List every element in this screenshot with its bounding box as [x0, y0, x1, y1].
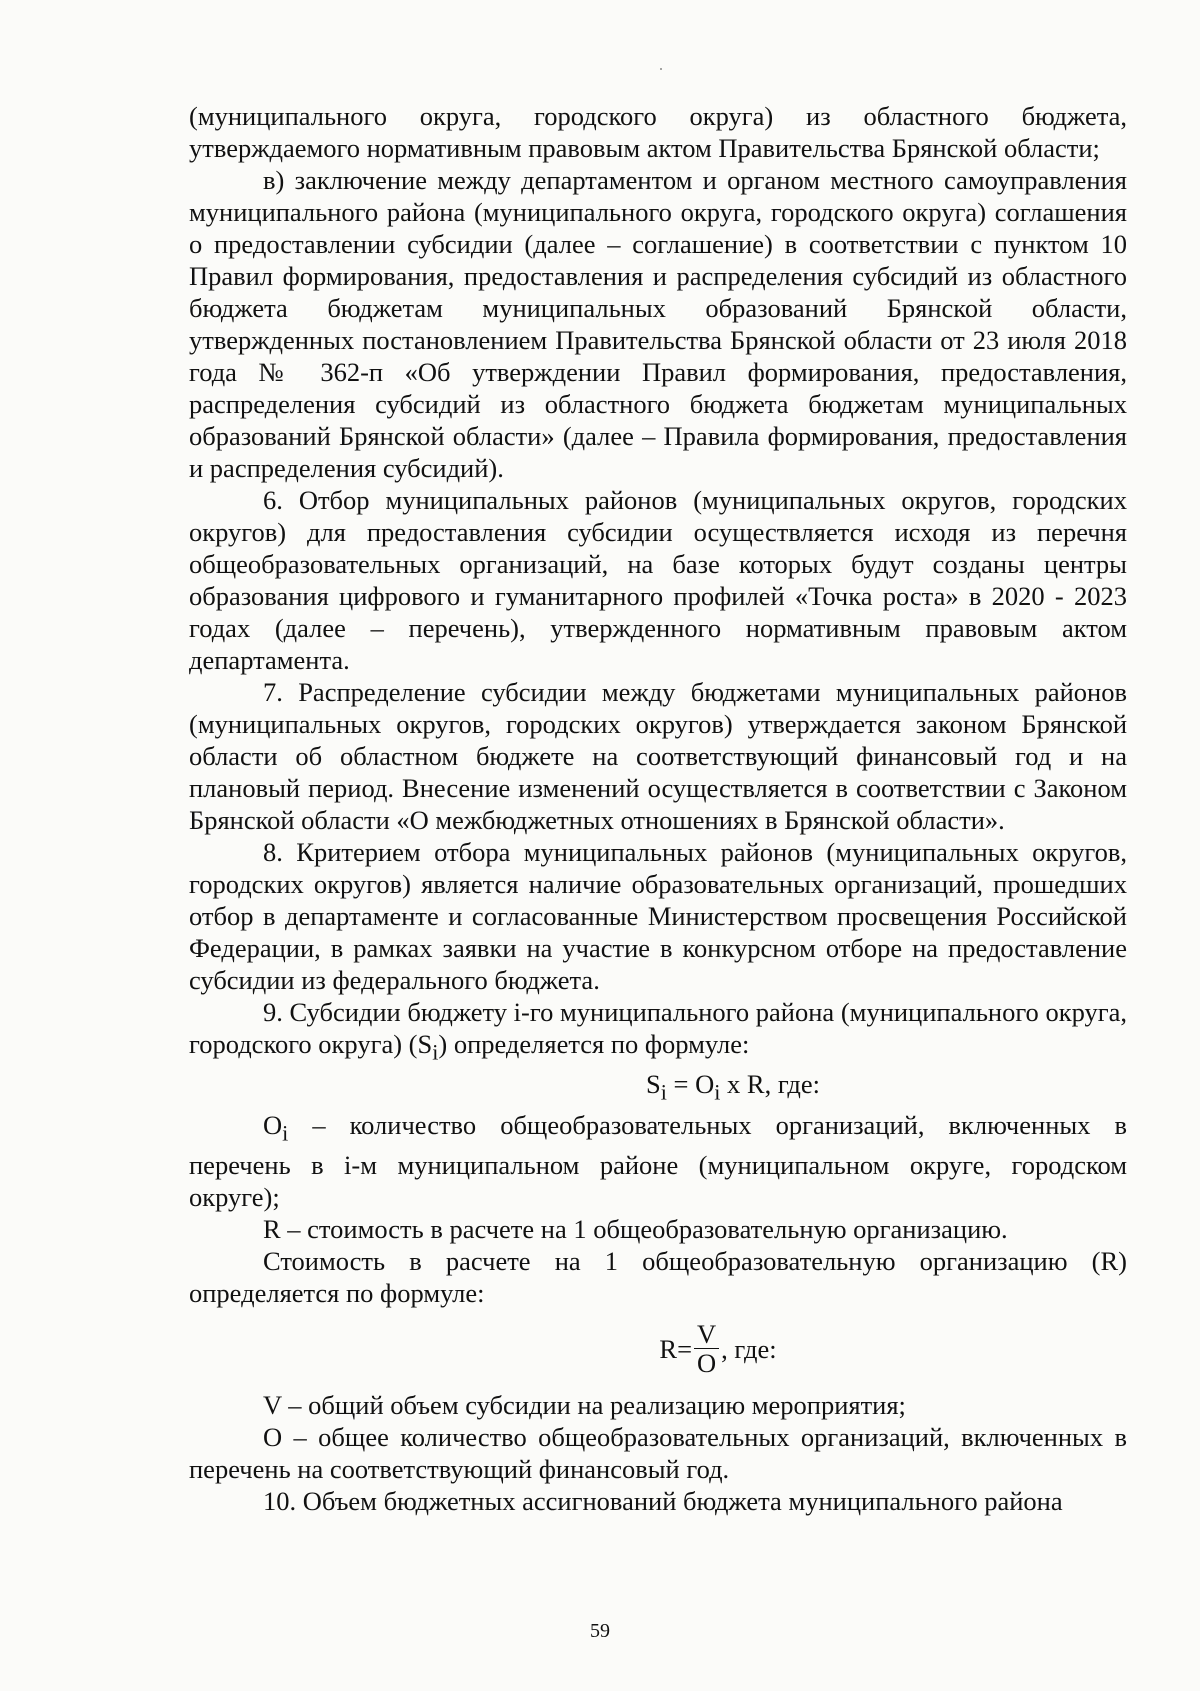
paragraph-continuation: (муниципального округа, городского округа) из областного бюджета, утверждаемого нормативным правовым актом Правительства Брянской области;	[189, 101, 1127, 163]
formula-si-rest: x R, где:	[720, 1069, 820, 1100]
definition-o: O – общее количество общеобразовательных организаций, включенных в перечень на соответствующий финансовый год.	[189, 1421, 1127, 1484]
definition-oi-sub: i	[282, 1119, 289, 1145]
paragraph-8: 8. Критерием отбора муниципальных районов (муниципальных округов, городских округов) является наличие образовательных организаций, прошедших отбор в департаменте и согласованные Министерством просвещения Российской Федерации, в рамках заявки на участие в конкурсном отборе на предоставление субсидии из федерального бюджета.	[189, 837, 1127, 995]
document-body	[189, 100, 1127, 1517]
definition-oi-text: – количество общеобразовательных организаций, включенных в перечень в i-м муниципальном районе (муниципальном округе, городском округе);	[189, 1109, 1127, 1212]
formula-si-sub2: i	[714, 1079, 721, 1105]
formula-si	[189, 1068, 1127, 1108]
formula-r-numerator: V	[694, 1320, 719, 1349]
paragraph-7: 7. Распределение субсидии между бюджетами муниципальных районов (муниципальных округов, городских округов) утверждается законом Брянской области об областном бюджете на соответствующий финансовый год и на плановый период. Внесение изменений осуществляется в соответствии с Законом Брянской области «О межбюджетных отношениях в Брянской области».	[189, 677, 1127, 835]
paragraph-9-text-a: 9. Субсидии бюджету i-го муниципального района (муниципального округа, городского округа) (S	[189, 997, 1127, 1059]
paragraph-9	[189, 996, 1127, 1068]
paragraph-9-subscript: i	[432, 1039, 439, 1065]
formula-si-s: S	[646, 1069, 661, 1100]
paragraph-item-v: в) заключение между департаментом и органом местного самоуправления муниципального района (муниципального округа, городского округа) соглашения о предоставлении субсидии (далее – соглашение) в соответствии с пунктом 10 Правил формирования, предоставления и распределения субсидий из областного бюджета бюджетам муниципальных образований Брянской области, утвержденных постановлением Правительства Брянской области от 23 июля 2018 года № 362-п «Об утверждении Правил формирования, предоставления, распределения субсидий из областного бюджета бюджетам муниципальных образований Брянской области» (далее – Правила формирования, предоставления и распределения субсидий).	[189, 165, 1127, 483]
paragraph-6: 6. Отбор муниципальных районов (муниципальных округов, городских округов) для предоставления субсидии осуществляется исходя из перечня общеобразовательных организаций, на базе которых будут созданы центры образования цифрового и гуманитарного профилей «Точка роста» в 2020 - 2023 годах (далее – перечень), утвержденного нормативным правовым актом департамента.	[189, 485, 1127, 675]
definition-oi	[189, 1109, 1127, 1213]
page-number: 59	[590, 1620, 610, 1642]
paragraph-10: 10. Объем бюджетных ассигнований бюджета муниципального района	[263, 1485, 1063, 1516]
formula-r-fraction	[694, 1320, 719, 1377]
definition-v: V – общий объем субсидии на реализацию мероприятия;	[263, 1389, 906, 1420]
formula-r-denominator: O	[697, 1348, 717, 1379]
paragraph-9-text-b: ) определяется по формуле:	[438, 1029, 750, 1059]
definition-oi-o: O	[263, 1109, 283, 1140]
definition-r: R – стоимость в расчете на 1 общеобразовательную организацию.	[263, 1213, 1008, 1244]
formula-si-sub1: i	[660, 1079, 667, 1105]
paragraph-r-formula-intro: Стоимость в расчете на 1 общеобразовательную организацию (R) определяется по формуле:	[189, 1245, 1127, 1308]
formula-r	[189, 1309, 1127, 1389]
scan-speck	[660, 68, 662, 70]
formula-r-rest: , где:	[721, 1333, 777, 1364]
formula-si-eq: = O	[666, 1069, 715, 1100]
formula-r-lhs: R=	[659, 1333, 693, 1364]
